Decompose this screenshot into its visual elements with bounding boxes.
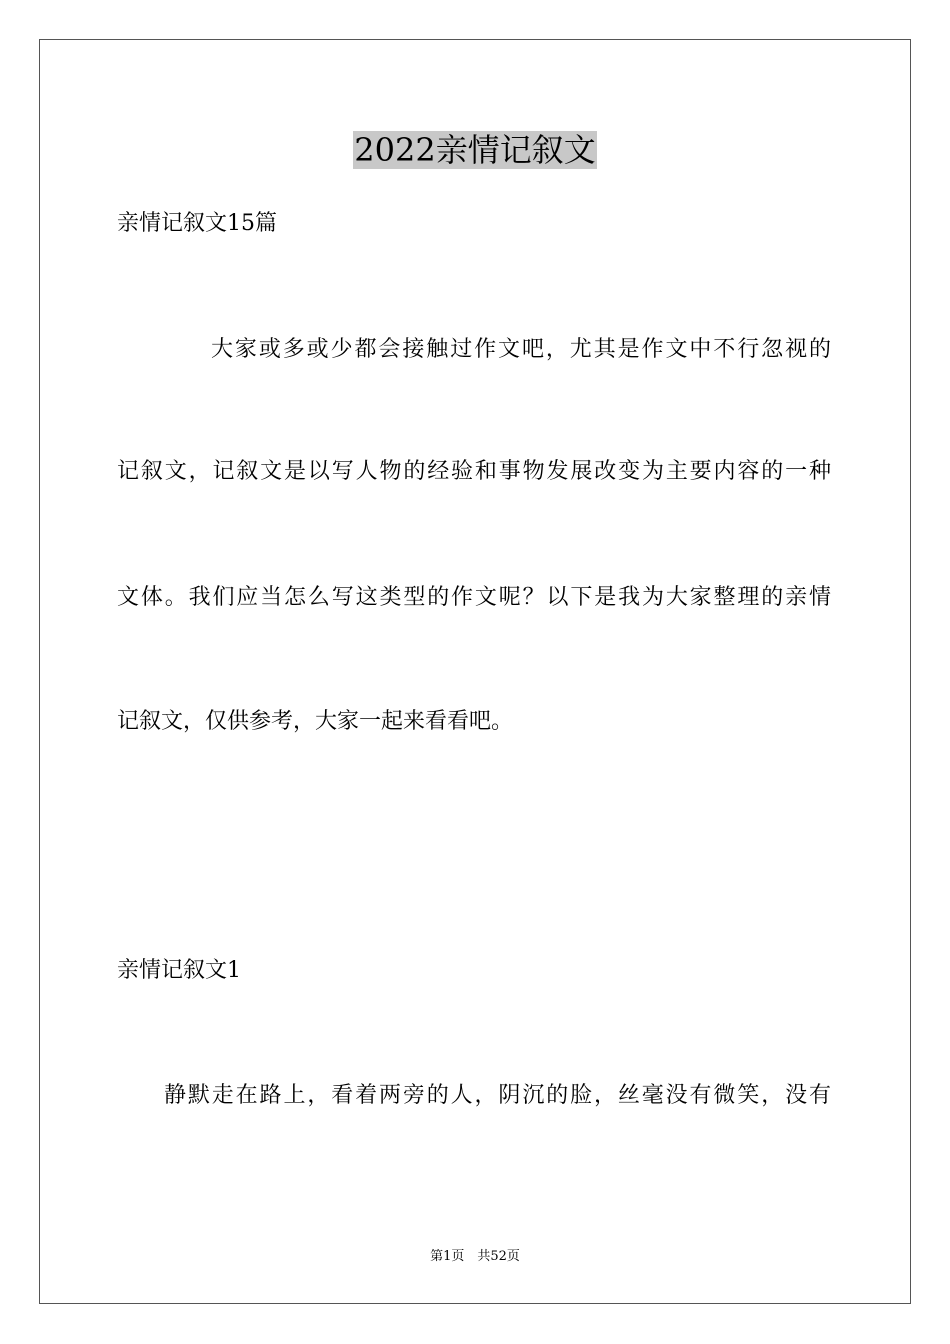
intro-line-3: 文体。我们应当怎么写这类型的作文呢？以下是我为大家整理的亲情 — [117, 585, 831, 610]
document-subtitle: 亲情记叙文15篇 — [117, 211, 277, 236]
intro-line-2: 记叙文，记叙文是以写人物的经验和事物发展改变为主要内容的一种 — [117, 459, 831, 484]
section-paragraph-line: 静默走在路上，看着两旁的人，阴沉的脸，丝毫没有微笑，没有 — [164, 1083, 831, 1108]
intro-line-4: 记叙文，仅供参考，大家一起来看看吧。 — [117, 709, 514, 734]
section-heading: 亲情记叙文1 — [117, 958, 241, 983]
document-title-text: 2022亲情记叙文 — [354, 131, 596, 169]
page-footer: 第1页 共52页 — [430, 1249, 520, 1264]
document-title — [0, 128, 950, 172]
intro-line-1: 大家或多或少都会接触过作文吧，尤其是作文中不行忽视的 — [211, 337, 831, 362]
